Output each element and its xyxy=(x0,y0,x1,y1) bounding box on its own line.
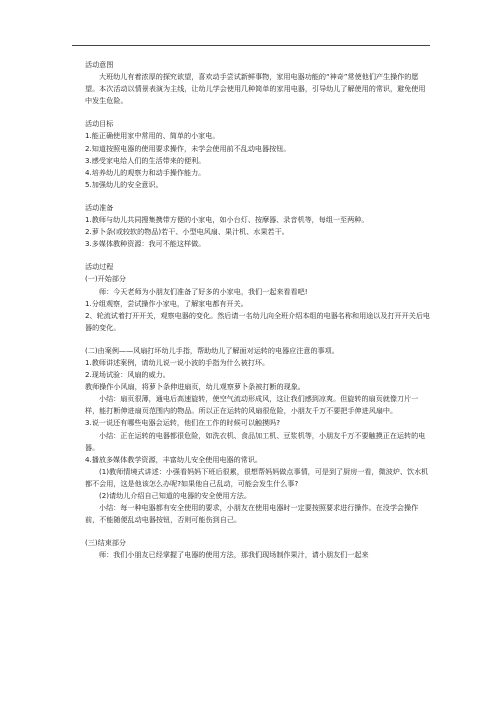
process-line: 教师操作小风扇，将萝卜条伸进扇页，幼儿观察萝卜条被打断的现象。 xyxy=(85,382,305,392)
process-line: 师：我们小朋友已经掌握了电器的使用方法，那我们现场制作果汁，请小朋友们一起来 xyxy=(99,550,369,560)
goal-item: 3.感受家电给人们的生活带来的便利。 xyxy=(85,155,206,165)
process-line: 3.说一说还有哪些电器会运转，他们在工作的时候可以触摸吗? xyxy=(85,418,280,428)
process-summary: 小结：正在运转的电器都很危险，如洗衣机、食品加工机、豆浆机等，小朋友千万不要触摸正在运转的电器。 xyxy=(85,430,426,452)
prep-item: 2.萝卜条(或较软的物品)若干、小型电风扇、果汁机、水果若干。 xyxy=(85,227,289,237)
process-line: (1)教师情境式讲述：小强看妈妈下班后很累，很想帮妈妈做点事情，可是到了厨房一看，微波炉、饮水机都不会用，这是他该怎么办呢?如果他自己乱动，可能会发生什么事? xyxy=(85,466,429,488)
goal-item: 1.能正确使用家中常用的、简单的小家电。 xyxy=(85,131,220,141)
process-line: 4.播放多媒体教学资源，丰富幼儿安全使用电器的常识。 xyxy=(85,454,263,464)
section-heading-prep: 活动准备 xyxy=(85,202,114,212)
process-line: (2)请幼儿介绍自己知道的电器的安全使用方法。 xyxy=(99,491,251,500)
prep-item: 1.教师与幼儿共同搜集携带方便的小家电，如小台灯、按摩器、录音机等，每组一至两种。 xyxy=(85,215,369,225)
process-part1-title: (一)开始部分 xyxy=(85,274,127,284)
process-line: 2、轮流试着打开开关，观察电器的变化。然后请一名幼儿向全班介绍本组的电器名称和用途以及打开开关后电器的变化。 xyxy=(85,310,431,332)
process-summary: 小结：扇页很薄，通电后高速旋转，使空气流动形成风，这让我们感到凉爽。但旋转的扇页就像刀片一样，能打断伸进扇页范围内的物品。所以正在运转的风扇很危险，小朋友千万不要把手伸进风扇中。 xyxy=(85,394,419,416)
prep-item: 3.多媒体教种资源：我可不能这样做。 xyxy=(85,239,206,249)
process-summary: 小结：每一种电器都有安全使用的要求，小朋友在使用电器时一定要按照要求进行操作。在没学会操作前，不能随便乱动电器按钮，否则可能伤到自己。 xyxy=(85,503,419,525)
process-line: 1.分组观察，尝试操作小家电，了解家电都有开关。 xyxy=(85,298,248,308)
section-heading-intent: 活动意图 xyxy=(85,60,114,69)
process-part2-title: (二)由案例——风扇打坏幼儿手指，帮助幼儿了解面对运转的电器应注意的事项。 xyxy=(85,345,339,355)
goal-item: 4.培养幼儿的观察力和动手操作能力。 xyxy=(85,167,206,177)
process-line: 2.现场试验：风扇的威力。 xyxy=(85,370,170,380)
section-heading-process: 活动过程 xyxy=(85,262,114,272)
process-line: 1.教师讲述案例，请幼儿说一说小波的手指为什么被打坏。 xyxy=(85,357,270,367)
goal-item: 2.知道按照电器的使用要求操作，未学会使用前不乱动电器按钮。 xyxy=(85,143,291,153)
header-rule xyxy=(72,45,430,46)
document-body xyxy=(85,59,430,561)
goal-item: 5.加强幼儿的安全意识。 xyxy=(85,179,163,189)
process-line: 师：今天老师为小朋友们准备了好多的小家电，我们一起来看看吧! xyxy=(99,286,308,296)
process-part3-title: (三)结束部分 xyxy=(85,538,127,548)
section-heading-goals: 活动目标 xyxy=(85,119,114,129)
intent-paragraph: 大班幼儿有着浓厚的探究欲望，喜欢动手尝试新鲜事物，家用电器功能的“神奇”常使他们产生操作的愿望。本次活动以情景表演为主线，让幼儿学会使用几种简单的家用电器，引导幼儿了解使用的常识，避免使用中发生危险。 xyxy=(85,72,426,106)
